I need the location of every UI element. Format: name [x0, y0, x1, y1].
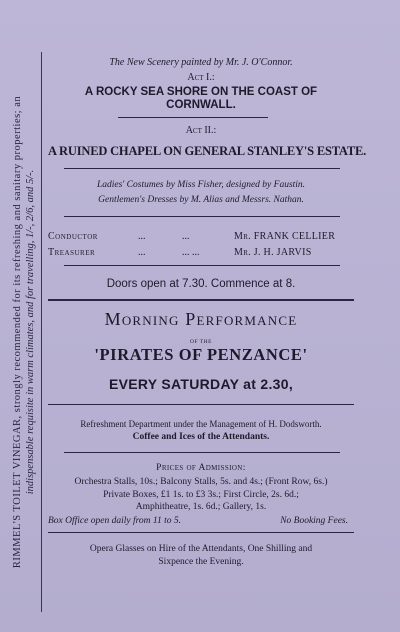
- officer-dots: ...: [138, 231, 146, 242]
- divider-refreshment: [48, 404, 354, 405]
- officer-dots: ...: [138, 247, 146, 258]
- gentlemen-dresses: Gentlemen's Dresses by M. Alias and Messrs. Nathan.: [98, 195, 304, 205]
- refreshment-offer: Coffee and Ices of the Attendants.: [132, 432, 270, 442]
- divider-morning-top: [48, 299, 354, 301]
- morning-performance-title: Morning Performance: [104, 309, 298, 329]
- price-line: Amphitheatre, 1s. 6d.; Gallery, 1s.: [135, 502, 267, 512]
- price-line: Private Boxes, £1 1s. to £3 3s.; First Circle, 2s. 6d.;: [103, 490, 299, 500]
- divider-officers: [64, 216, 340, 217]
- divider-act: [118, 117, 268, 118]
- opera-glasses-line1: Opera Glasses on Hire of the Attendants, One Shilling and: [89, 544, 313, 554]
- no-booking-fees: No Booking Fees.: [280, 516, 348, 526]
- divider-doors: [64, 265, 340, 266]
- officer-role: Conductor: [48, 231, 98, 242]
- act-two-setting: A RUINED CHAPEL ON GENERAL STANLEY'S ESTATE.: [48, 144, 367, 158]
- officer-name: Mr. J. H. JARVIS: [234, 247, 312, 258]
- ladies-costumes: Ladies' Costumes by Miss Fisher, designed by Faustin.: [96, 180, 306, 190]
- officer-dots: ...: [182, 231, 190, 242]
- officer-dots: ... ...: [182, 247, 200, 258]
- scenery-credit: The New Scenery painted by Mr. J. O'Connor.: [109, 57, 293, 68]
- officer-name: Mr. FRANK CELLIER: [234, 231, 336, 242]
- divider-prices: [64, 452, 340, 453]
- side-advertisement: [11, 72, 37, 592]
- doors-times: Doors open at 7.30. Commence at 8.: [106, 278, 296, 290]
- side-divider: [41, 52, 42, 612]
- act-two-label: Act II.:: [185, 125, 217, 136]
- price-line: Orchestra Stalls, 10s.; Balcony Stalls, 5s. and 4s.; (Front Row, 6s.): [74, 477, 328, 487]
- prices-heading: Prices of Admission:: [156, 463, 246, 473]
- side-advert-line2: indispensable requisite in warm climates, and for travelling, 1/-, 2/6, and 5/-.: [25, 169, 36, 495]
- side-advert-line1: RIMMEL'S TOILET VINEGAR, strongly recommended for its refreshing and sanitary properties; an: [12, 95, 23, 569]
- refreshment-management: Refreshment Department under the Management of H. Dodsworth.: [80, 419, 322, 429]
- box-office-hours: Box Office open daily from 11 to 5.: [48, 516, 181, 526]
- opera-glasses-line2: Sixpence the Evening.: [158, 557, 244, 567]
- of-the-label: OF THE: [190, 339, 212, 345]
- schedule-line: EVERY SATURDAY at 2.30,: [108, 376, 294, 392]
- show-title: 'PIRATES OF PENZANCE': [94, 345, 308, 364]
- divider-costumes: [64, 168, 340, 169]
- divider-opera: [48, 532, 354, 533]
- act-one-setting: A ROCKY SEA SHORE ON THE COAST OF CORNWALL.: [84, 86, 318, 111]
- officer-role: Treasurer: [48, 247, 96, 258]
- act-one-label: Act I.:: [187, 72, 215, 83]
